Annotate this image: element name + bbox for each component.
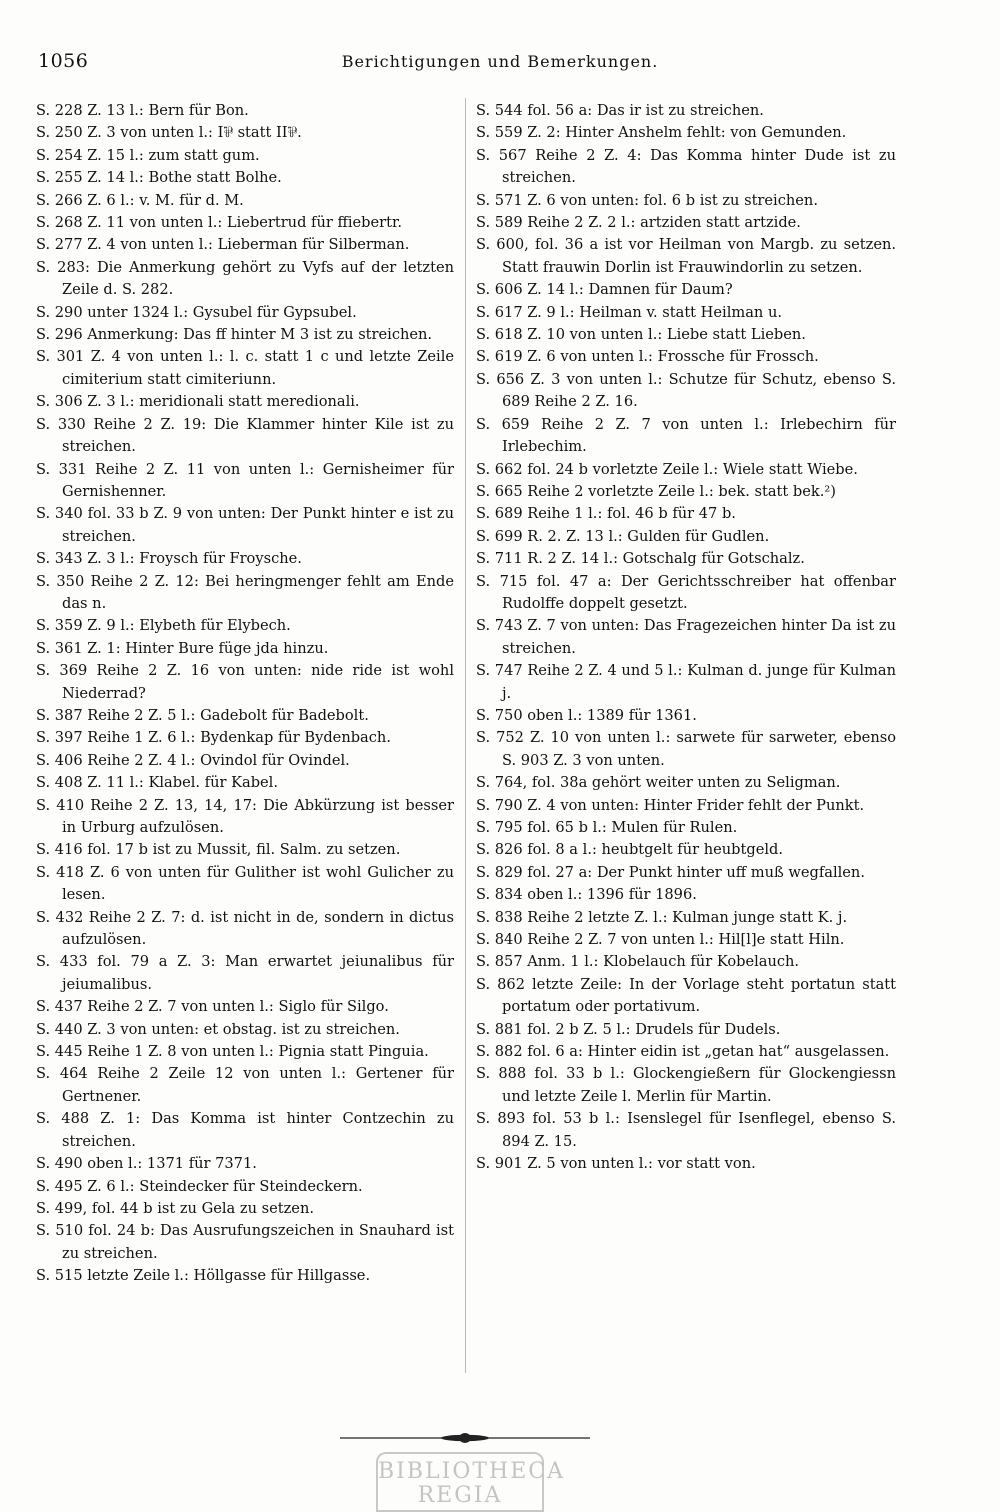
correction-entry: S. 764, fol. 38a gehört weiter unten zu Seligman. [476,774,841,792]
correction-entry: S. 350 Reihe 2 Z. 12: Bei heringmenger fehlt am Ende das n. [36,572,454,612]
correction-entry: S. 888 fol. 33 b l.: Glockengießern für Glockengiessn und letzte Zeile l. Merlin für Martin. [476,1065,896,1105]
correction-entry: S. 662 fol. 24 b vorletzte Zeile l.: Wiele statt Wiebe. [476,460,858,478]
correction-entry: S. 617 Z. 9 l.: Heilman v. statt Heilman u. [476,303,782,321]
correction-entry: S. 795 fol. 65 b l.: Mulen für Rulen. [476,819,738,836]
correction-entry: S. 571 Z. 6 von unten: fol. 6 b ist zu streichen. [476,191,818,209]
correction-entry: S. 254 Z. 15 l.: zum statt gum. [36,146,260,164]
correction-entry: S. 432 Reihe 2 Z. 7: d. ist nicht in de, sondern in dictus aufzulösen. [36,908,454,949]
correction-entry: S. 882 fol. 6 a: Hinter eidin ist „getan hat“ ausgelassen. [476,1043,890,1061]
correction-entry: S. 331 Reihe 2 Z. 11 von unten l.: Gernisheimer für Gernishenner. [36,460,454,500]
correction-entry: S. 659 Reihe 2 Z. 7 von unten l.: Irlebechirn für Irlebechim. [476,415,896,456]
left-column [36,100,454,1288]
correction-entry: S. 747 Reihe 2 Z. 4 und 5 l.: Kulman d. junge für Kulman j. [476,662,896,702]
correction-entry: S. 619 Z. 6 von unten l.: Frossche für Frossch. [476,348,819,366]
correction-entry: S. 589 Reihe 2 Z. 2 l.: artziden statt artzide. [476,214,801,232]
library-stamp [376,1452,565,1512]
closing-ornament [340,1431,590,1445]
correction-entry: S. 510 fol. 24 b: Das Ausrufungszeichen in Snauhard ist zu streichen. [36,1222,454,1262]
correction-entry: S. 515 letzte Zeile l.: Höllgasse für Hillgasse. [36,1267,371,1285]
correction-entry: S. 418 Z. 6 von unten für Gulither ist wohl Gulicher zu lesen. [36,863,454,904]
stamp-text-line-1: BIBLIOTHECA [378,1459,565,1484]
correction-entry: S. 416 fol. 17 b ist zu Mussit, fil. Salm. zu setzen. [36,841,401,859]
correction-entry: S. 464 Reihe 2 Zeile 12 von unten l.: Gertener für Gertnener. [36,1065,454,1105]
correction-entry: S. 406 Reihe 2 Z. 4 l.: Ovindol für Ovindel. [36,751,350,769]
correction-entry: S. 266 Z. 6 l.: v. M. für d. M. [36,191,244,209]
correction-entry: S. 490 oben l.: 1371 für 7371. [36,1155,257,1173]
correction-entry: S. 752 Z. 10 von unten l.: sarwete für sarweter, ebenso S. 903 Z. 3 von unten. [476,729,896,769]
correction-entry: S. 600, fol. 36 a ist vor Heilman von Margb. zu setzen. Statt frauwin Dorlin ist Frauwindorlin zu setzen. [476,236,896,276]
correction-entry: S. 433 fol. 79 a Z. 3: Man erwartet jeiunalibus für jeiumalibus. [36,953,454,993]
correction-entry: S. 743 Z. 7 von unten: Das Fragezeichen hinter Da ist zu streichen. [476,617,896,657]
correction-entry: S. 440 Z. 3 von unten: et obstag. ist zu streichen. [36,1020,400,1038]
correction-entry: S. 826 fol. 8 a l.: heubtgelt für heubtgeld. [476,841,783,859]
correction-entry: S. 408 Z. 11 l.: Klabel. für Kabel. [36,774,278,792]
correction-entry: S. 268 Z. 11 von unten l.: Liebertrud für ffiebertr. [36,214,402,232]
running-title: Berichtigungen und Bemerkungen. [341,52,659,71]
right-column [476,100,896,1176]
correction-entry: S. 361 Z. 1: Hinter Bure füge jda hinzu. [36,639,329,657]
correction-entry: S. 495 Z. 6 l.: Steindecker für Steindeckern. [36,1177,363,1195]
correction-entry: S. 499, fol. 44 b ist zu Gela zu setzen. [36,1199,314,1217]
correction-entry: S. 618 Z. 10 von unten l.: Liebe statt Lieben. [476,326,806,344]
correction-entry: S. 445 Reihe 1 Z. 8 von unten l.: Pignia statt Pinguia. [36,1043,429,1061]
correction-entry: S. 699 R. 2. Z. 13 l.: Gulden für Gudlen. [476,527,770,545]
correction-entry: S. 437 Reihe 2 Z. 7 von unten l.: Siglo für Silgo. [36,998,389,1016]
correction-entry: S. 306 Z. 3 l.: meridionali statt meredionali. [36,393,360,411]
correction-entry: S. 862 letzte Zeile: In der Vorlage steht portatun statt portatum oder portativum. [476,975,896,1016]
page-number: 1056 [38,50,89,72]
correction-entry: S. 255 Z. 14 l.: Bothe statt Bolhe. [36,169,282,187]
correction-entry: S. 834 oben l.: 1396 für 1896. [476,886,697,904]
column-divider [465,98,466,1373]
correction-entry: S. 410 Reihe 2 Z. 13, 14, 17: Die Abkürzung ist besser in Urburg aufzulösen. [36,796,454,836]
correction-entry: S. 901 Z. 5 von unten l.: vor statt von. [476,1155,756,1173]
correction-entry: S. 881 fol. 2 b Z. 5 l.: Drudels für Dudels. [476,1020,781,1038]
correction-entry: S. 397 Reihe 1 Z. 6 l.: Bydenkap für Bydenbach. [36,729,391,747]
correction-entry: S. 277 Z. 4 von unten l.: Lieberman für Silberman. [36,236,410,254]
correction-entry: S. 838 Reihe 2 letzte Z. l.: Kulman junge statt K. j. [476,908,848,926]
correction-entry: S. 857 Anm. 1 l.: Klobelauch für Kobelauch. [476,953,800,971]
correction-entry: S. 656 Z. 3 von unten l.: Schutze für Schutz, ebenso S. 689 Reihe 2 Z. 16. [476,370,896,411]
correction-entry: S. 369 Reihe 2 Z. 16 von unten: nide ride ist wohl Niederrad? [36,662,454,702]
correction-entry: S. 359 Z. 9 l.: Elybeth für Elybech. [36,617,291,635]
correction-entry: S. 711 R. 2 Z. 14 l.: Gotschalg für Gotschalz. [476,550,805,568]
correction-entry: S. 387 Reihe 2 Z. 5 l.: Gadebolt für Badebolt. [36,706,369,724]
correction-entry: S. 665 Reihe 2 vorletzte Zeile l.: bek. statt bek.²) [476,482,836,500]
correction-entry: S. 488 Z. 1: Das Komma ist hinter Contzechin zu streichen. [36,1110,454,1150]
correction-entry: S. 750 oben l.: 1389 für 1361. [476,706,697,724]
correction-entry: S. 689 Reihe 1 l.: fol. 46 b für 47 b. [476,505,736,523]
stamp-text-line-2: REGIA [417,1483,503,1508]
correction-entry: S. 790 Z. 4 von unten: Hinter Frider fehlt der Punkt. [476,796,865,814]
correction-entry: S. 840 Reihe 2 Z. 7 von unten l.: Hil[l]e statt Hiln. [476,931,845,949]
correction-entry: S. 250 Z. 3 von unten l.: I⅌ statt II⅌. [36,124,302,142]
correction-entry: S. 228 Z. 13 l.: Bern für Bon. [36,102,249,119]
correction-entry: S. 559 Z. 2: Hinter Anshelm fehlt: von Gemunden. [476,124,847,142]
correction-entry: S. 283: Die Anmerkung gehört zu Vyfs auf der letzten Zeile d. S. 282. [36,258,454,299]
correction-entry: S. 715 fol. 47 a: Der Gerichtsschreiber hat offenbar Rudolffe doppelt gesetzt. [476,572,896,612]
correction-entry: S. 301 Z. 4 von unten l.: l. c. statt 1 c und letzte Zeile cimiterium statt cimiteriunn. [36,348,454,388]
correction-entry: S. 290 unter 1324 l.: Gysubel für Gypsubel. [36,303,357,321]
correction-entry: S. 893 fol. 53 b l.: Isenslegel für Isenflegel, ebenso S. 894 Z. 15. [476,1110,896,1150]
correction-entry: S. 340 fol. 33 b Z. 9 von unten: Der Punkt hinter e ist zu streichen. [36,505,454,545]
correction-entry: S. 829 fol. 27 a: Der Punkt hinter uff muß wegfallen. [476,863,865,881]
correction-entry: S. 567 Reihe 2 Z. 4: Das Komma hinter Dude ist zu streichen. [476,146,896,187]
correction-entry: S. 330 Reihe 2 Z. 19: Die Klammer hinter Kile ist zu streichen. [36,415,454,456]
correction-entry: S. 544 fol. 56 a: Das ir ist zu streichen. [476,102,764,119]
correction-entry: S. 343 Z. 3 l.: Froysch für Froysche. [36,550,302,568]
correction-entry: S. 296 Anmerkung: Das ff hinter M 3 ist zu streichen. [36,326,433,344]
correction-entry: S. 606 Z. 14 l.: Damnen für Daum? [476,281,733,299]
